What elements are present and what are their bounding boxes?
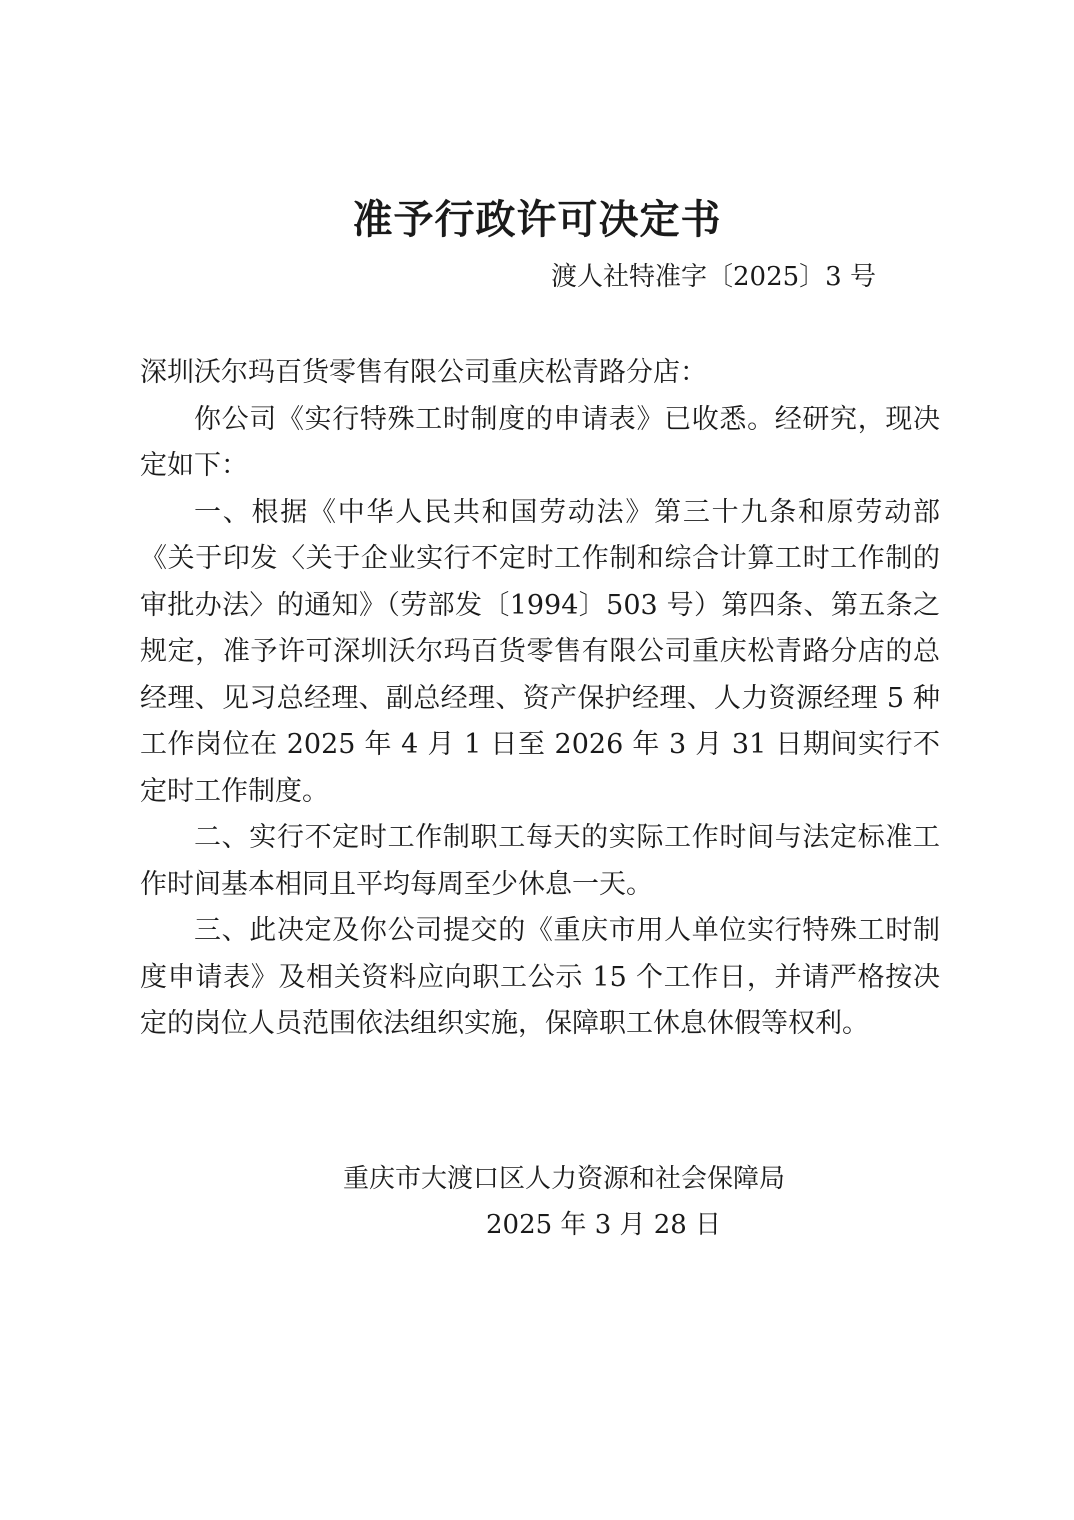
paragraph-item-1: 一、根据《中华人民共和国劳动法》第三十九条和原劳动部《关于印发〈关于企业实行不定时工作制和综合计算工时工作制的审批办法〉的通知》（劳部发〔1994〕503 号）第四条、第五条之规定，准予许可深圳沃尔玛百货零售有限公司重庆松青路分店的总经理、见习总经理、副总经理、资产保护经理、人力资源经理 5 种工作岗位在 2025 年 4 月 1 日至 2026 年 3 月 31 日期间实行不定时工作制度。 (140, 496, 940, 807)
document-body (140, 350, 940, 1048)
signature-block (0, 1156, 1074, 1248)
paragraph-item-3: 三、此决定及你公司提交的《重庆市用人单位实行特殊工时制度申请表》及相关资料应向职工公示 15 个工作日，并请严格按决定的岗位人员范围依法组织实施，保障职工休息休假等权利。 (140, 915, 940, 1039)
issuer-name: 重庆市大渡口区人力资源和社会保障局 (343, 1164, 786, 1194)
document-title: 准予行政许可决定书 (352, 196, 722, 243)
paragraph-item-2: 二、实行不定时工作制职工每天的实际工作时间与法定标准工作时间基本相同且平均每周至少休息一天。 (140, 822, 940, 900)
document-number: 渡人社特准字〔2025〕3 号 (551, 262, 876, 292)
issue-date: 2025 年 3 月 28 日 (486, 1210, 722, 1240)
addressee: 深圳沃尔玛百货零售有限公司重庆松青路分店： (140, 357, 707, 388)
paragraph-intro: 你公司《实行特殊工时制度的申请表》已收悉。经研究，现决定如下： (140, 403, 940, 481)
